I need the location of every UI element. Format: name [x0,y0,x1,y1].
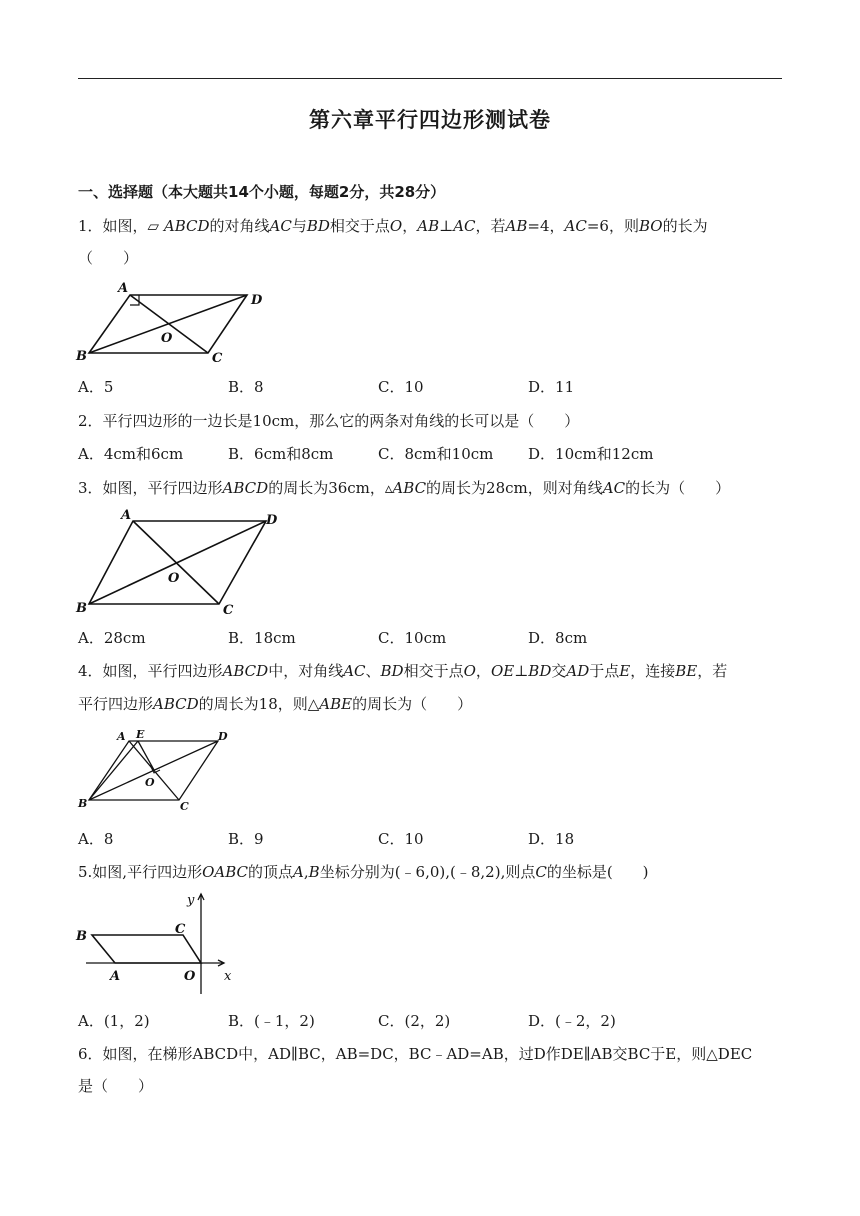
q3-option-b: B．18cm [228,629,296,647]
figure-q1-parallelogram [70,278,280,370]
label-B: B [78,797,88,810]
q1-option-b: B．8 [228,378,264,396]
label-E: E [136,728,145,741]
q5-option-c: C．(2，2) [378,1012,451,1030]
question-6-text-line1: 6．如图，在梯形ABCD中，AD∥BC，AB=DC，BC﹣AD=AB，过D作DE∥AB交BC于E，则△DEC [78,1045,753,1063]
q5-option-d: D．(﹣2，2) [528,1012,616,1030]
q1-option-c: C．10 [378,378,424,396]
label-D: D [218,730,228,743]
q2-option-a: A．4cm和6cm [78,445,184,463]
label-D: D [251,293,263,308]
q2-option-d: D．10cm和12cm [528,445,654,463]
q1-option-a: A．5 [78,378,114,396]
question-4-text-line2: 平行四边形ABCD的周长为18，则△ABE的周长为（ ） [78,695,473,713]
label-A: A [110,969,121,984]
label-B: B [76,601,87,616]
label-O: O [168,571,180,586]
figure-q3-parallelogram [70,504,290,619]
label-A: A [121,508,132,523]
label-O: O [145,776,155,789]
question-6-text-line2: 是（ ） [78,1077,154,1095]
figure-q5-coordinate-parallelogram [70,888,250,998]
section-heading: 一、选择题（本大题共14个小题，每题2分，共28分） [78,183,446,201]
label-O: O [184,969,196,984]
question-2-text: 2．平行四边形的一边长是10cm，那么它的两条对角线的长可以是（ ） [78,412,580,430]
page-title: 第六章平行四边形测试卷 [309,108,551,132]
label-C: C [212,351,223,366]
header-rule [78,78,782,79]
question-1-bracket: （ ） [78,249,139,267]
q4-option-d: D．18 [528,830,575,848]
question-4-text-line1: 4．如图，平行四边形ABCD中，对角线AC、BD相交于点O，OE⊥BD交AD于点E，连接BE，若 [78,662,728,680]
label-x-axis: x [224,969,232,984]
q2-option-b: B．6cm和8cm [228,445,334,463]
label-B: B [76,349,87,364]
q4-option-c: C．10 [378,830,424,848]
label-D: D [266,513,278,528]
label-B: B [76,929,87,944]
label-C: C [223,603,234,618]
label-C: C [180,800,189,813]
q4-option-b: B．9 [228,830,264,848]
label-O: O [161,331,173,346]
q1-option-d: D．11 [528,378,575,396]
label-y-axis: y [187,893,195,908]
question-1-text: 1．如图，▱ ABCD的对角线AC与BD相交于点O，AB⊥AC，若AB=4，AC=6，则BO的长为 [78,217,708,235]
q5-option-a: A．(1，2) [78,1012,150,1030]
label-A: A [118,281,129,296]
q2-option-c: C．8cm和10cm [378,445,494,463]
q3-option-a: A．28cm [78,629,146,647]
label-A: A [117,730,126,743]
question-3-text: 3．如图，平行四边形ABCD的周长为36cm，▵ABC的周长为28cm，则对角线AC的长为（ ） [78,479,731,497]
q5-option-b: B．(﹣1，2) [228,1012,315,1030]
figure-q4-parallelogram [72,724,242,819]
question-5-text: 5.如图,平行四边形OABC的顶点A,B坐标分别为(﹣6,0),(﹣8,2),则点C的坐标是( ) [78,863,649,881]
q3-option-c: C．10cm [378,629,447,647]
q3-option-d: D．8cm [528,629,588,647]
label-C: C [175,922,186,937]
q4-option-a: A．8 [78,830,114,848]
